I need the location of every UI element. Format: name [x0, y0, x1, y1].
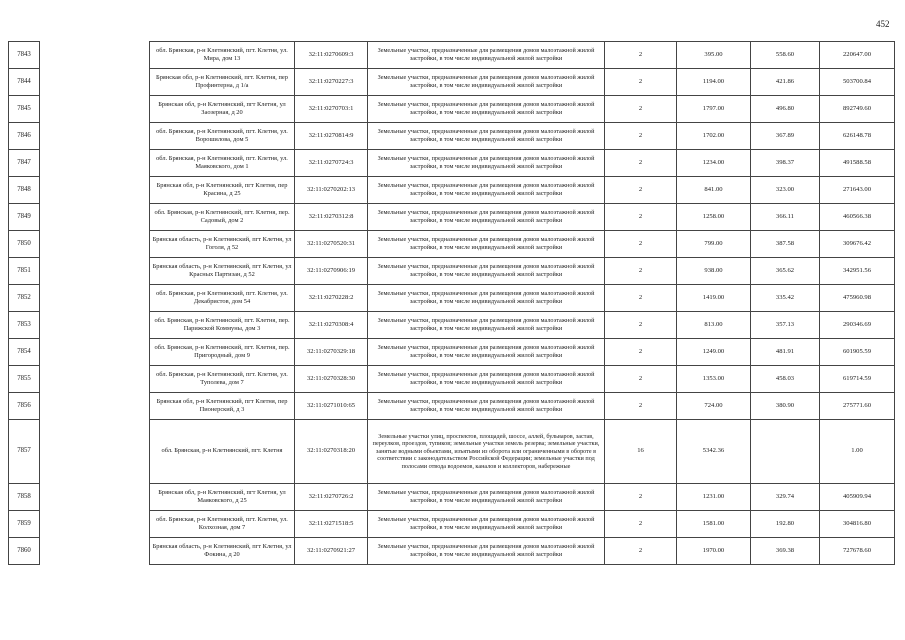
group-code-cell: 2: [605, 150, 677, 177]
cadastral-number-cell: 32:11:0270318:20: [295, 420, 368, 484]
spacer-cell: [40, 69, 150, 96]
table-row: [9, 96, 895, 123]
spacer-cell: [40, 511, 150, 538]
cadastral-number-cell: 32:11:0270609:3: [295, 42, 368, 69]
specific-value-cell: 192.80: [751, 511, 820, 538]
spacer-cell: [40, 42, 150, 69]
specific-value-cell: 335.42: [751, 285, 820, 312]
group-code-cell: 16: [605, 420, 677, 484]
table-row: [9, 339, 895, 366]
table-row: [9, 393, 895, 420]
cadastral-number-cell: 32:11:0270520:31: [295, 231, 368, 258]
area-cell: 1702.00: [677, 123, 751, 150]
cadastral-value-cell: 727678.60: [820, 538, 895, 565]
table-row: [9, 484, 895, 511]
spacer-cell: [40, 123, 150, 150]
land-use-cell: Земельные участки, предназначенные для размещения домов малоэтажной жилой застройки, в том числе индивидуальной жилой застройки: [368, 285, 605, 312]
spacer-cell: [40, 96, 150, 123]
cadastral-number-cell: 32:11:0270228:2: [295, 285, 368, 312]
land-use-cell: Земельные участки, предназначенные для размещения домов малоэтажной жилой застройки, в том числе индивидуальной жилой застройки: [368, 69, 605, 96]
cadastral-number-cell: 32:11:0270227:3: [295, 69, 368, 96]
address-cell: Брянская обл, р-н Клетнянский, пгт Клетня, пер Красина, д 25: [150, 177, 295, 204]
cadastral-number-cell: 32:11:0270308:4: [295, 312, 368, 339]
table-row: [9, 42, 895, 69]
area-cell: 799.00: [677, 231, 751, 258]
land-use-cell: Земельные участки, предназначенные для размещения домов малоэтажной жилой застройки, в том числе индивидуальной жилой застройки: [368, 312, 605, 339]
cadastral-value-cell: 626148.78: [820, 123, 895, 150]
group-code-cell: 2: [605, 312, 677, 339]
cadastral-number-cell: 32:11:0270921:27: [295, 538, 368, 565]
cadastral-value-cell: 491588.58: [820, 150, 895, 177]
row-number: 7854: [9, 339, 40, 366]
specific-value-cell: 421.86: [751, 69, 820, 96]
spacer-cell: [40, 204, 150, 231]
address-cell: обл. Брянская, р-н Клетнянский, пгт. Клетня: [150, 420, 295, 484]
group-code-cell: 2: [605, 366, 677, 393]
cadastral-value-cell: 1.00: [820, 420, 895, 484]
address-cell: обл. Брянская, р-н Клетнянский, пгт. Клетня, ул. Туполева, дом 7: [150, 366, 295, 393]
cadastral-value-cell: 405909.94: [820, 484, 895, 511]
area-cell: 1419.00: [677, 285, 751, 312]
area-cell: 1249.00: [677, 339, 751, 366]
table-row: [9, 69, 895, 96]
specific-value-cell: 367.89: [751, 123, 820, 150]
area-cell: 1797.00: [677, 96, 751, 123]
table-row: [9, 511, 895, 538]
table-row: [9, 312, 895, 339]
row-number: 7846: [9, 123, 40, 150]
land-use-cell: Земельные участки, предназначенные для размещения домов малоэтажной жилой застройки, в том числе индивидуальной жилой застройки: [368, 258, 605, 285]
cadastral-value-cell: 275771.60: [820, 393, 895, 420]
group-code-cell: 2: [605, 511, 677, 538]
row-number: 7848: [9, 177, 40, 204]
address-cell: обл. Брянская, р-н Клетнянский, пгт. Клетня, пер. Пригородный, дом 9: [150, 339, 295, 366]
land-use-cell: Земельные участки, предназначенные для размещения домов малоэтажной жилой застройки, в том числе индивидуальной жилой застройки: [368, 366, 605, 393]
spacer-cell: [40, 420, 150, 484]
table-row: [9, 150, 895, 177]
spacer-cell: [40, 285, 150, 312]
spacer-cell: [40, 231, 150, 258]
cadastral-value-cell: 304816.80: [820, 511, 895, 538]
cadastral-value-cell: 342951.56: [820, 258, 895, 285]
area-cell: 1234.00: [677, 150, 751, 177]
row-number: 7852: [9, 285, 40, 312]
group-code-cell: 2: [605, 231, 677, 258]
address-cell: обл. Брянская, р-н Клетнянский, пгт. Клетня, ул. Колхозная, дом 7: [150, 511, 295, 538]
specific-value-cell: 481.91: [751, 339, 820, 366]
land-use-cell: Земельные участки, предназначенные для размещения домов малоэтажной жилой застройки, в том числе индивидуальной жилой застройки: [368, 538, 605, 565]
spacer-cell: [40, 366, 150, 393]
table-row: [9, 177, 895, 204]
cadastral-number-cell: 32:11:0270906:19: [295, 258, 368, 285]
group-code-cell: 2: [605, 285, 677, 312]
table-row: [9, 538, 895, 565]
land-use-cell: Земельные участки улиц, проспектов, площадей, шоссе, аллей, бульваров, застав, переулков, проездов, тупиков; земельные участки земель резерва; земельные участки, занятые водными объектами, изъятыми из оборота или ограниченными в обороте в соответствии с законодательством Российской Федерации; земельные участки под полосами отвода водоемов, каналов и коллекторов, набережные: [368, 420, 605, 484]
group-code-cell: 2: [605, 538, 677, 565]
row-number: 7851: [9, 258, 40, 285]
address-cell: Брянская обл, р-н Клетнянский, пгт. Клетня, пер Профинтерна, д 1/а: [150, 69, 295, 96]
group-code-cell: 2: [605, 204, 677, 231]
cadastral-number-cell: 32:11:0270703:1: [295, 96, 368, 123]
spacer-cell: [40, 393, 150, 420]
table-row: [9, 258, 895, 285]
group-code-cell: 2: [605, 96, 677, 123]
row-number: 7853: [9, 312, 40, 339]
specific-value-cell: [751, 420, 820, 484]
cadastral-value-cell: 309676.42: [820, 231, 895, 258]
cadastral-value-cell: 601905.59: [820, 339, 895, 366]
spacer-cell: [40, 258, 150, 285]
row-number: 7859: [9, 511, 40, 538]
address-cell: Брянская область, р-н Клетнянский, пгт Клетня, ул Гоголя, д 52: [150, 231, 295, 258]
page-number: 452: [876, 19, 890, 29]
table-row: [9, 366, 895, 393]
land-use-cell: Земельные участки, предназначенные для размещения домов малоэтажной жилой застройки, в том числе индивидуальной жилой застройки: [368, 393, 605, 420]
row-number: 7850: [9, 231, 40, 258]
row-number: 7860: [9, 538, 40, 565]
specific-value-cell: 329.74: [751, 484, 820, 511]
area-cell: 938.00: [677, 258, 751, 285]
cadastral-number-cell: 32:11:0270202:13: [295, 177, 368, 204]
specific-value-cell: 558.60: [751, 42, 820, 69]
cadastral-number-cell: 32:11:0271518:5: [295, 511, 368, 538]
group-code-cell: 2: [605, 42, 677, 69]
specific-value-cell: 496.80: [751, 96, 820, 123]
address-cell: обл. Брянская, р-н Клетнянский, пгт. Клетня, ул. Декабристов, дом 54: [150, 285, 295, 312]
cadastral-number-cell: 32:11:0271010:65: [295, 393, 368, 420]
spacer-cell: [40, 177, 150, 204]
address-cell: обл. Брянская, р-н Клетнянский, пгт. Клетня, пер. Садовый, дом 2: [150, 204, 295, 231]
area-cell: 1581.00: [677, 511, 751, 538]
table-row: [9, 231, 895, 258]
cadastral-value-cell: 503700.84: [820, 69, 895, 96]
specific-value-cell: 365.62: [751, 258, 820, 285]
address-cell: Брянская область, р-н Клетнянский, пгт Клетня, ул Фокина, д 20: [150, 538, 295, 565]
cadastral-number-cell: 32:11:0270724:3: [295, 150, 368, 177]
area-cell: 1231.00: [677, 484, 751, 511]
area-cell: 1194.00: [677, 69, 751, 96]
address-cell: Брянская обл, р-н Клетнянский, пгт Клетня, ул Заозерная, д 20: [150, 96, 295, 123]
land-plots-table: [8, 41, 895, 565]
area-cell: 395.00: [677, 42, 751, 69]
cadastral-number-cell: 32:11:0270312:8: [295, 204, 368, 231]
cadastral-number-cell: 32:11:0270726:2: [295, 484, 368, 511]
address-cell: обл. Брянская, р-н Клетнянский, пгт. Клетня, ул. Мира, дом 13: [150, 42, 295, 69]
group-code-cell: 2: [605, 69, 677, 96]
cadastral-value-cell: 892749.60: [820, 96, 895, 123]
group-code-cell: 2: [605, 393, 677, 420]
land-use-cell: Земельные участки, предназначенные для размещения домов малоэтажной жилой застройки, в том числе индивидуальной жилой застройки: [368, 42, 605, 69]
address-cell: обл. Брянская, р-н Клетнянский, пгт. Клетня, ул. Ворошилова, дом 5: [150, 123, 295, 150]
specific-value-cell: 357.13: [751, 312, 820, 339]
area-cell: 1258.00: [677, 204, 751, 231]
cadastral-value-cell: 220647.00: [820, 42, 895, 69]
group-code-cell: 2: [605, 123, 677, 150]
specific-value-cell: 323.00: [751, 177, 820, 204]
land-use-cell: Земельные участки, предназначенные для размещения домов малоэтажной жилой застройки, в том числе индивидуальной жилой застройки: [368, 150, 605, 177]
row-number: 7847: [9, 150, 40, 177]
land-use-cell: Земельные участки, предназначенные для размещения домов малоэтажной жилой застройки, в том числе индивидуальной жилой застройки: [368, 484, 605, 511]
area-cell: 5342.36: [677, 420, 751, 484]
area-cell: 813.00: [677, 312, 751, 339]
cadastral-value-cell: 619714.59: [820, 366, 895, 393]
cadastral-value-cell: 475960.98: [820, 285, 895, 312]
area-cell: 1353.00: [677, 366, 751, 393]
specific-value-cell: 380.90: [751, 393, 820, 420]
cadastral-number-cell: 32:11:0270329:18: [295, 339, 368, 366]
address-cell: обл. Брянская, р-н Клетнянский, пгт. Клетня, пер. Парижской Коммуны, дом 3: [150, 312, 295, 339]
cadastral-value-cell: 460566.38: [820, 204, 895, 231]
address-cell: Брянская обл, р-н Клетнянский, пгт Клетня, пер Пионерский, д 3: [150, 393, 295, 420]
address-cell: Брянская обл, р-н Клетнянский, пгт Клетня, ул Маяковского, д 25: [150, 484, 295, 511]
group-code-cell: 2: [605, 484, 677, 511]
group-code-cell: 2: [605, 339, 677, 366]
table-row: [9, 285, 895, 312]
spacer-cell: [40, 339, 150, 366]
row-number: 7855: [9, 366, 40, 393]
table-row: [9, 204, 895, 231]
area-cell: 841.00: [677, 177, 751, 204]
address-cell: обл. Брянская, р-н Клетнянский, пгт. Клетня, ул. Маяковского, дом 1: [150, 150, 295, 177]
land-use-cell: Земельные участки, предназначенные для размещения домов малоэтажной жилой застройки, в том числе индивидуальной жилой застройки: [368, 204, 605, 231]
group-code-cell: 2: [605, 177, 677, 204]
cadastral-number-cell: 32:11:0270328:30: [295, 366, 368, 393]
address-cell: Брянская область, р-н Клетнянский, пгт Клетня, ул Красных Партизан, д 52: [150, 258, 295, 285]
cadastral-number-cell: 32:11:0270814:9: [295, 123, 368, 150]
spacer-cell: [40, 484, 150, 511]
spacer-cell: [40, 538, 150, 565]
specific-value-cell: 458.03: [751, 366, 820, 393]
specific-value-cell: 366.11: [751, 204, 820, 231]
land-use-cell: Земельные участки, предназначенные для размещения домов малоэтажной жилой застройки, в том числе индивидуальной жилой застройки: [368, 511, 605, 538]
row-number: 7845: [9, 96, 40, 123]
table-row: [9, 420, 895, 484]
row-number: 7849: [9, 204, 40, 231]
group-code-cell: 2: [605, 258, 677, 285]
cadastral-value-cell: 290346.69: [820, 312, 895, 339]
land-use-cell: Земельные участки, предназначенные для размещения домов малоэтажной жилой застройки, в том числе индивидуальной жилой застройки: [368, 177, 605, 204]
row-number: 7844: [9, 69, 40, 96]
land-use-cell: Земельные участки, предназначенные для размещения домов малоэтажной жилой застройки, в том числе индивидуальной жилой застройки: [368, 123, 605, 150]
row-number: 7857: [9, 420, 40, 484]
land-use-cell: Земельные участки, предназначенные для размещения домов малоэтажной жилой застройки, в том числе индивидуальной жилой застройки: [368, 231, 605, 258]
row-number: 7856: [9, 393, 40, 420]
cadastral-value-cell: 271643.00: [820, 177, 895, 204]
table-row: [9, 123, 895, 150]
area-cell: 1970.00: [677, 538, 751, 565]
specific-value-cell: 369.38: [751, 538, 820, 565]
spacer-cell: [40, 312, 150, 339]
land-use-cell: Земельные участки, предназначенные для размещения домов малоэтажной жилой застройки, в том числе индивидуальной жилой застройки: [368, 339, 605, 366]
land-use-cell: Земельные участки, предназначенные для размещения домов малоэтажной жилой застройки, в том числе индивидуальной жилой застройки: [368, 96, 605, 123]
area-cell: 724.00: [677, 393, 751, 420]
row-number: 7858: [9, 484, 40, 511]
spacer-cell: [40, 150, 150, 177]
row-number: 7843: [9, 42, 40, 69]
specific-value-cell: 398.37: [751, 150, 820, 177]
specific-value-cell: 387.58: [751, 231, 820, 258]
